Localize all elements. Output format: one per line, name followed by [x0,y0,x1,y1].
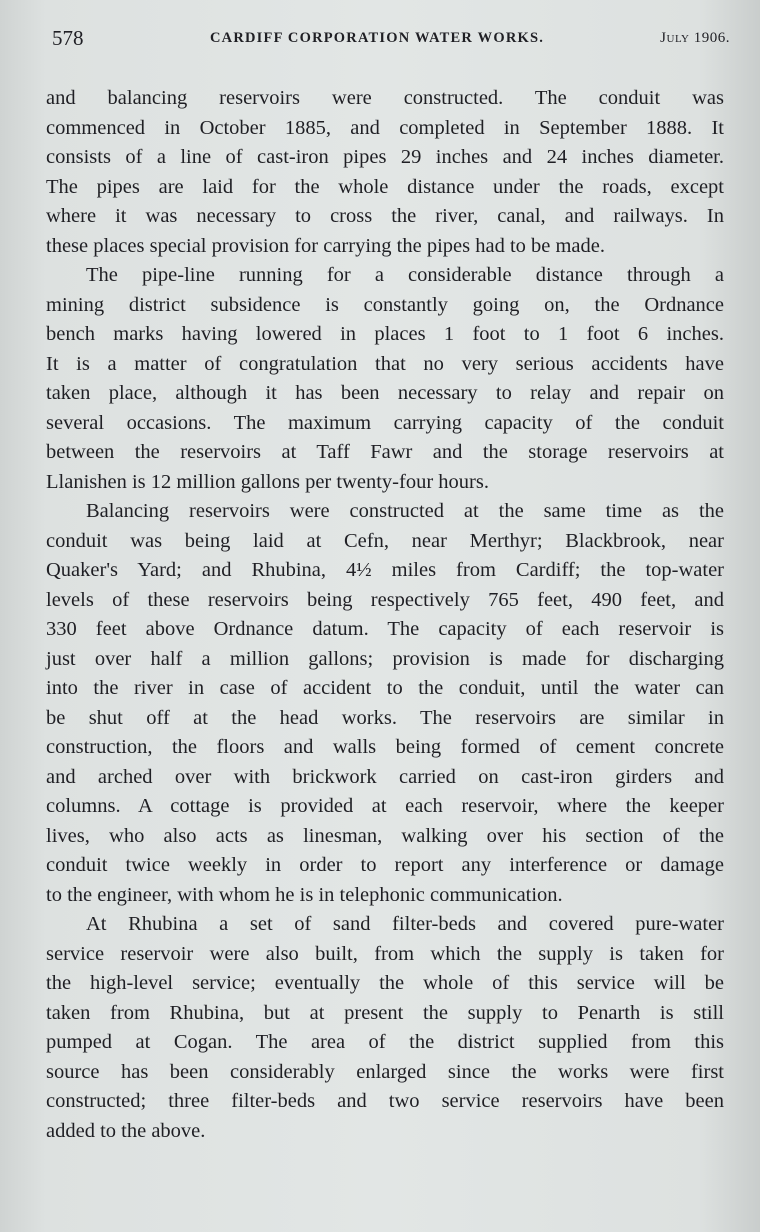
text-line: It is a matter of congratulation that no very serious accidents have [46,352,724,375]
text-line: service reservoir were also built, from which the supply is taken for [46,942,724,965]
body-text [46,84,724,1146]
paragraph [46,261,724,497]
text-line: into the river in case of accident to the conduit, until the water can [46,677,724,699]
text-line: mining district subsidence is constantly going on, the Ordnance [46,293,724,316]
text-line: source has been considerably enlarged since the works were first [46,1060,724,1083]
text-line: be shut off at the head works. The reservoirs are similar in [46,706,724,729]
text-line: At Rhubina a set of sand filter-beds and covered pure-water [86,913,724,935]
text-line: conduit was being laid at Cefn, near Merthyr; Blackbrook, near [46,529,724,552]
text-line: bench marks having lowered in places 1 foot to 1 foot 6 inches. [46,323,724,345]
text-line: added to the above. [46,1119,206,1142]
text-line: just over half a million gallons; provision is made for discharging [46,647,724,670]
text-line: consists of a line of cast-iron pipes 29 inches and 24 inches diameter. [46,146,724,168]
issue-date: July 1906. [660,30,730,46]
page-number: 578 [52,26,84,50]
paragraph [46,84,724,261]
text-line: conduit twice weekly in order to report any interference or damage [46,854,724,876]
text-line: between the reservoirs at Taff Fawr and the storage reservoirs at [46,441,724,463]
text-line: The pipes are laid for the whole distance under the roads, except [46,175,724,198]
text-line: several occasions. The maximum carrying capacity of the conduit [46,411,724,434]
text-line: lives, who also acts as linesman, walking over his section of the [46,824,724,847]
text-line: construction, the floors and walls being formed of cement concrete [46,736,724,758]
text-line: these places special provision for carrying the pipes had to be made. [46,234,606,257]
running-header [52,26,730,56]
paragraph [46,910,724,1146]
text-line: Quaker's Yard; and Rhubina, 4½ miles from Cardiff; the top-water [46,559,724,581]
text-line: where it was necessary to cross the river, canal, and railways. In [46,205,724,227]
text-line: and balancing reservoirs were constructed. The conduit was [46,87,724,109]
text-line: levels of these reservoirs being respectively 765 feet, 490 feet, and [46,588,724,611]
text-line: 330 feet above Ordnance datum. The capacity of each reservoir is [46,618,724,640]
text-line: constructed; three filter-beds and two service reservoirs have been [46,1090,724,1112]
running-title: CARDIFF CORPORATION WATER WORKS. [210,30,545,46]
text-line: Balancing reservoirs were constructed at the same time as the [86,500,724,522]
text-line: the high-level service; eventually the whole of this service will be [46,972,724,994]
text-line: pumped at Cogan. The area of the district supplied from this [46,1031,724,1053]
text-line: taken place, although it has been necessary to relay and repair on [46,382,724,404]
text-line: Llanishen is 12 million gallons per twenty-four hours. [46,470,489,493]
text-line: taken from Rhubina, but at present the supply to Penarth is still [46,1001,724,1024]
text-line: columns. A cottage is provided at each reservoir, where the keeper [46,795,724,817]
text-line: The pipe-line running for a considerable distance through a [86,264,724,286]
text-line: commenced in October 1885, and completed in September 1888. It [46,116,724,139]
paragraph [46,497,724,910]
text-line: to the engineer, with whom he is in telephonic communication. [46,883,563,906]
text-line: and arched over with brickwork carried on cast-iron girders and [46,765,724,788]
